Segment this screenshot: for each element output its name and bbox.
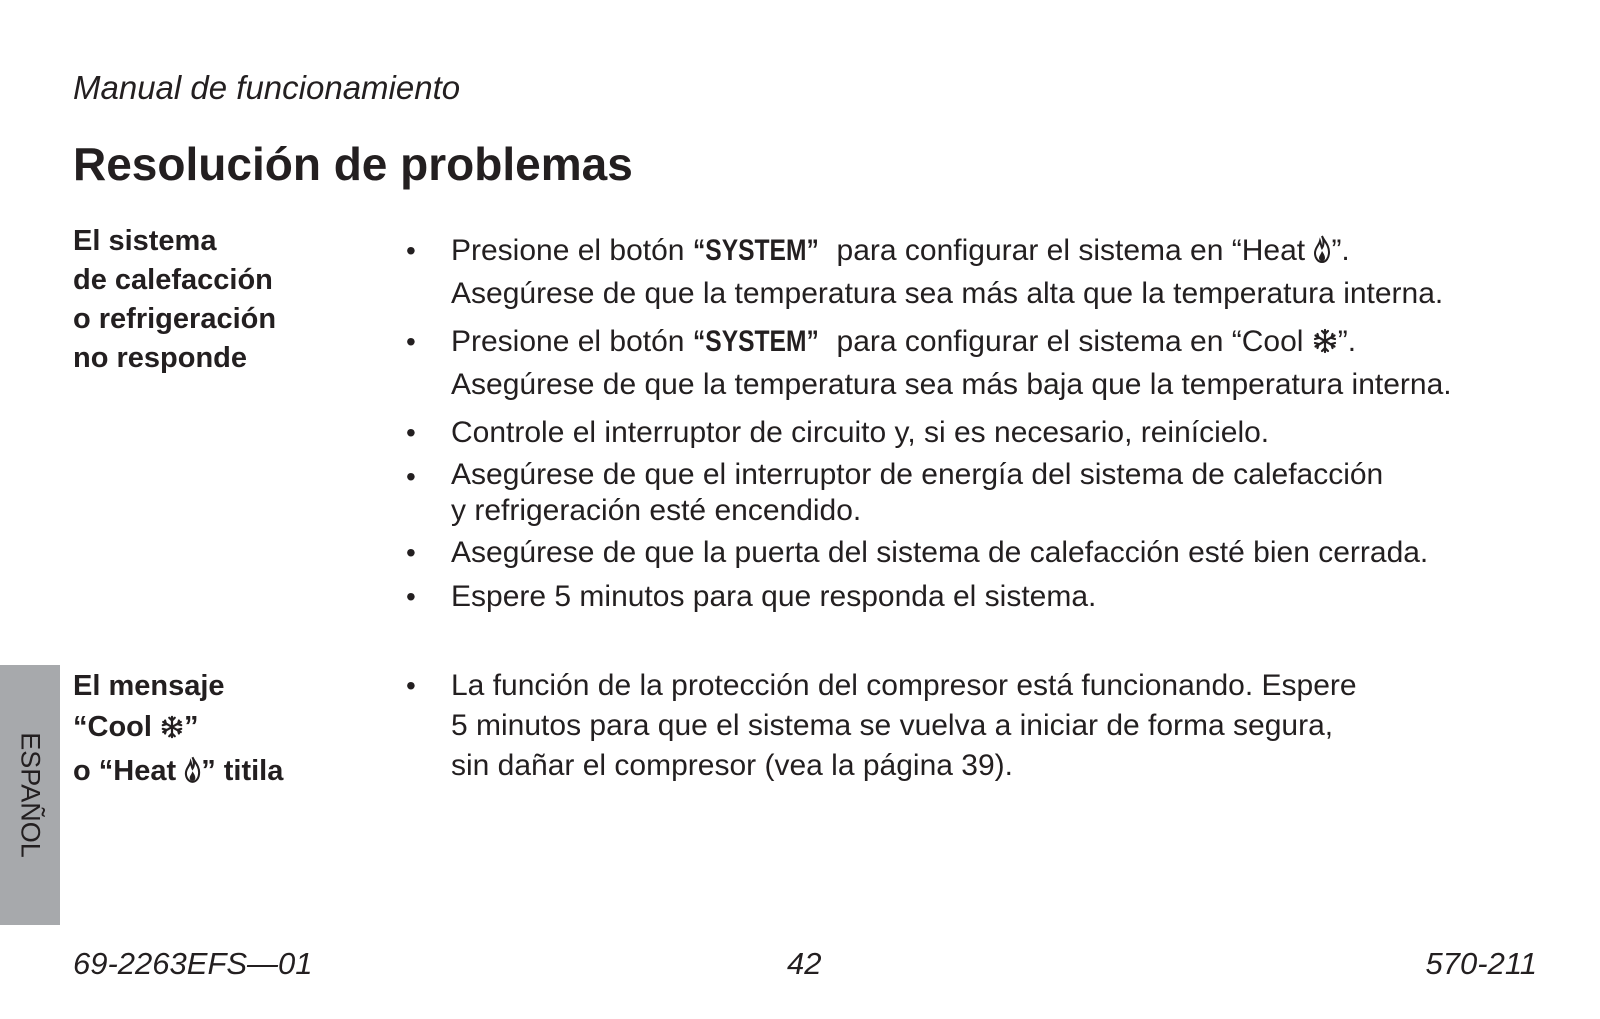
bullet-text: Presione el botón — [451, 234, 693, 267]
section-2-label — [73, 666, 373, 795]
bullet-item — [402, 577, 1542, 617]
bullet-text: Asegúrese de que la temperatura sea más baja que la temperatura interna. — [451, 368, 1452, 401]
bullet-dot: • — [406, 417, 416, 448]
section-2-label-line: “Cool ” — [73, 707, 373, 751]
bullet-item — [402, 457, 1542, 529]
bullet-item — [402, 413, 1542, 453]
section-1-label-line: o refrigeración — [73, 303, 277, 335]
section-1-label-line: El sistema — [73, 225, 217, 257]
section-1-label — [73, 222, 373, 378]
bullet-dot: • — [406, 581, 416, 612]
system-key-label: “SYSTEM” — [692, 234, 819, 267]
system-key-label: “SYSTEM” — [692, 325, 819, 358]
bullet-dot: • — [406, 461, 416, 492]
bullet-item — [402, 322, 1542, 405]
bullet-item — [402, 533, 1542, 573]
section-2-bullets — [402, 666, 1542, 786]
page-title: Resolución de problemas — [73, 138, 633, 190]
section-1-label-line: de calefacción — [73, 264, 273, 296]
footer-doc-number: 69-2263EFS—01 — [73, 946, 313, 981]
bullet-dot: • — [406, 670, 416, 701]
footer-model-number: 570-211 — [1425, 946, 1537, 981]
bullet-text: ”. — [1331, 234, 1350, 267]
bullet-text: Asegúrese de que la puerta del sistema de calefacción esté bien cerrada. — [451, 536, 1429, 569]
bullet-text: Asegúrese de que el interruptor de energía del sistema de calefacción — [451, 458, 1384, 491]
bullet-text: para configurar el sistema en “Cool — [828, 325, 1312, 358]
bullet-text: Asegúrese de que la temperatura sea más alta que la temperatura interna. — [451, 277, 1444, 310]
section-1-label-line: no responde — [73, 342, 248, 374]
page-subtitle: Manual de funcionamiento — [73, 69, 461, 106]
bullet-text: para configurar el sistema en “Heat — [828, 234, 1314, 267]
bullet-text: Presione el botón — [451, 325, 693, 358]
bullet-item — [402, 231, 1542, 314]
snowflake-icon — [160, 710, 184, 751]
bullet-text: Controle el interruptor de circuito y, si es necesario, reinícielo. — [451, 416, 1270, 449]
bullet-text: y refrigeración esté encendido. — [451, 494, 862, 527]
bullet-text: La función de la protección del compresor está funcionando. Espere — [451, 669, 1357, 702]
section-1-bullets — [402, 231, 1542, 617]
bullet-text: ”. — [1337, 325, 1357, 358]
bullet-dot: • — [406, 326, 416, 357]
bullet-text: sin dañar el compresor (vea la página 39). — [451, 749, 1013, 782]
footer-page-number: 42 — [787, 946, 822, 981]
bullet-text: Espere 5 minutos para que responda el sistema. — [451, 580, 1097, 613]
bullet-dot: • — [406, 537, 416, 568]
section-2-label-line: o “Heat ” titila — [73, 751, 373, 795]
snowflake-icon — [1312, 325, 1338, 365]
bullet-text: 5 minutos para que el sistema se vuelva a iniciar de forma segura, — [451, 709, 1334, 742]
language-tab-label: ESPAÑOL — [15, 732, 46, 858]
flame-icon — [184, 754, 201, 795]
bullet-dot: • — [406, 235, 416, 266]
flame-icon — [1313, 234, 1331, 274]
section-2-label-line: El mensaje — [73, 670, 225, 702]
bullet-item — [402, 666, 1542, 786]
